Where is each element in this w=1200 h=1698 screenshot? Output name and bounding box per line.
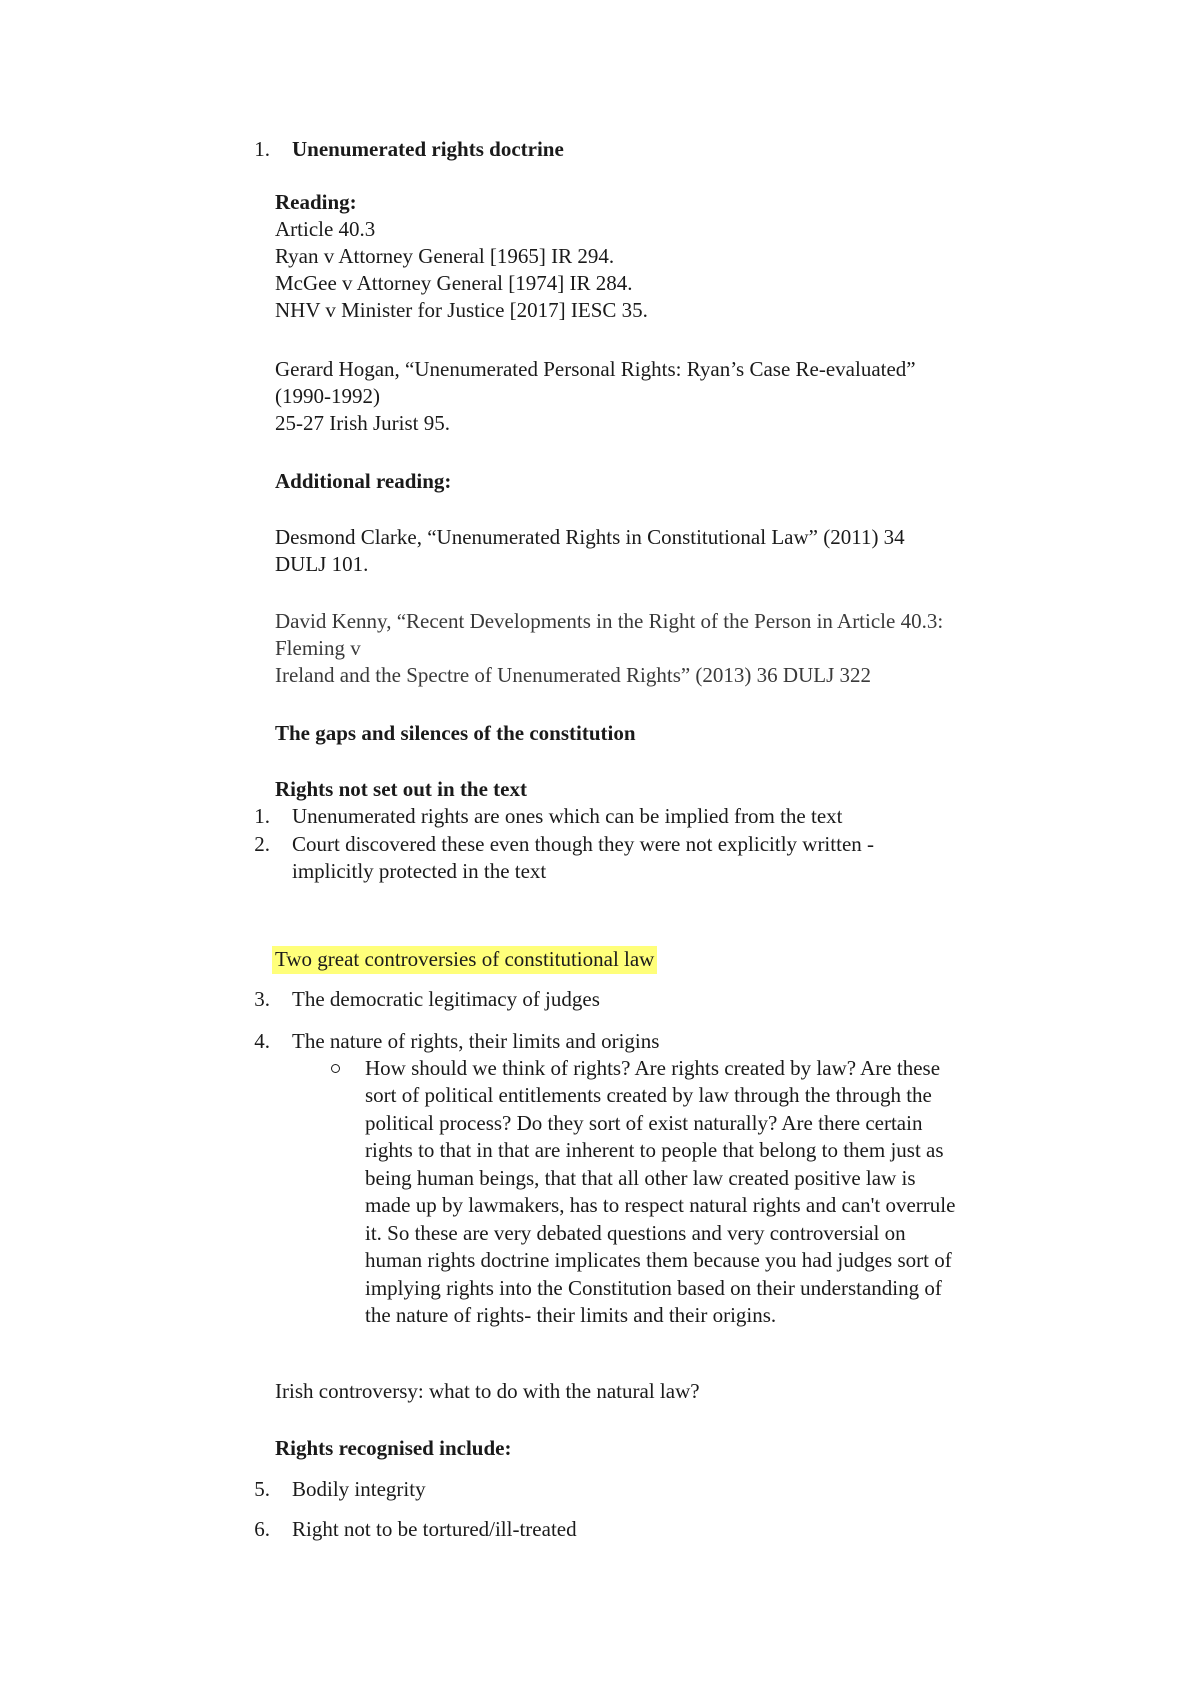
section-number: 1. bbox=[254, 137, 270, 161]
kenny-citation-line: Ireland and the Spectre of Unenumerated Rights” (2013) 36 DULJ 322 bbox=[275, 663, 871, 687]
reading-item: NHV v Minister for Justice [2017] IESC 35. bbox=[275, 298, 648, 322]
rights-not-set-out-heading: Rights not set out in the text bbox=[275, 777, 527, 801]
list-item-number: 3. bbox=[254, 987, 270, 1011]
list-item: Bodily integrity bbox=[292, 1477, 426, 1501]
highlighted-heading: Two great controversies of constitutional law bbox=[272, 946, 657, 974]
circle-bullet-icon bbox=[331, 1064, 340, 1073]
reading-item: Ryan v Attorney General [1965] IR 294. bbox=[275, 244, 615, 268]
sub-bullet-line: How should we think of rights? Are rights created by law? Are these bbox=[365, 1056, 941, 1080]
sub-bullet-line: made up by lawmakers, has to respect natural rights and can't overrule bbox=[365, 1193, 956, 1217]
gaps-heading: The gaps and silences of the constitution bbox=[275, 721, 636, 745]
sub-bullet-line: implying rights into the Constitution based on their understanding of bbox=[365, 1276, 942, 1300]
clarke-citation-line: DULJ 101. bbox=[275, 552, 369, 576]
list-item-number: 4. bbox=[254, 1029, 270, 1053]
sub-bullet-line: rights to that in that are inherent to people that belong to them just as bbox=[365, 1138, 944, 1162]
sub-bullet-line: political process? Do they sort of exist naturally? Are there certain bbox=[365, 1111, 923, 1135]
sub-bullet-line: it. So these are very debated questions and very controversial on bbox=[365, 1221, 906, 1245]
list-item-continuation: implicitly protected in the text bbox=[292, 859, 547, 883]
kenny-citation-line: Fleming v bbox=[275, 636, 361, 660]
reading-item: McGee v Attorney General [1974] IR 284. bbox=[275, 271, 633, 295]
list-item: Unenumerated rights are ones which can be implied from the text bbox=[292, 804, 843, 828]
rights-recognised-heading: Rights recognised include: bbox=[275, 1436, 512, 1460]
hogan-citation-line: 25-27 Irish Jurist 95. bbox=[275, 411, 450, 435]
clarke-citation-line: Desmond Clarke, “Unenumerated Rights in Constitutional Law” (2011) 34 bbox=[275, 525, 905, 549]
hogan-citation-line: Gerard Hogan, “Unenumerated Personal Rights: Ryan’s Case Re-evaluated” bbox=[275, 357, 916, 381]
sub-bullet-line: sort of political entitlements created by law through the through the bbox=[365, 1083, 932, 1107]
list-item-number: 5. bbox=[254, 1477, 270, 1501]
irish-controversy: Irish controversy: what to do with the natural law? bbox=[275, 1379, 700, 1403]
section-title: Unenumerated rights doctrine bbox=[292, 137, 564, 161]
reading-item: Article 40.3 bbox=[275, 217, 376, 241]
sub-bullet-line: the nature of rights- their limits and their origins. bbox=[365, 1303, 777, 1327]
list-item: Court discovered these even though they were not explicitly written - bbox=[292, 832, 875, 856]
sub-bullet-line: being human beings, that that all other law created positive law is bbox=[365, 1166, 916, 1190]
list-item-number: 2. bbox=[254, 832, 270, 856]
list-item: The democratic legitimacy of judges bbox=[292, 987, 600, 1011]
sub-bullet-line: human rights doctrine implicates them because you had judges sort of bbox=[365, 1248, 952, 1272]
additional-reading-heading: Additional reading: bbox=[275, 469, 452, 493]
list-item-number: 6. bbox=[254, 1517, 270, 1541]
reading-heading: Reading: bbox=[275, 190, 357, 214]
list-item-number: 1. bbox=[254, 804, 270, 828]
list-item: The nature of rights, their limits and origins bbox=[292, 1029, 660, 1053]
list-item: Right not to be tortured/ill-treated bbox=[292, 1517, 577, 1541]
hogan-citation-line: (1990-1992) bbox=[275, 384, 380, 408]
kenny-citation-line: David Kenny, “Recent Developments in the Right of the Person in Article 40.3: bbox=[275, 609, 944, 633]
